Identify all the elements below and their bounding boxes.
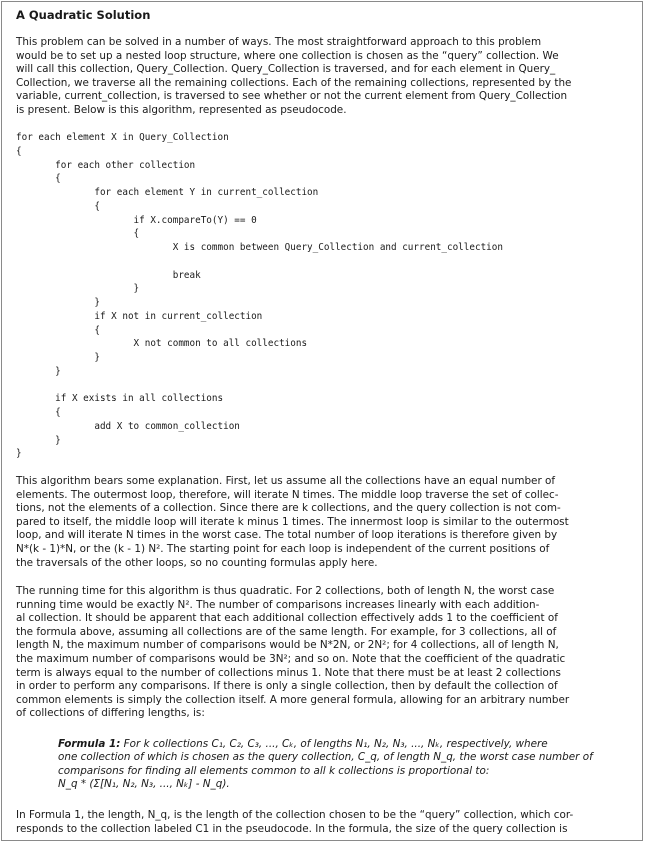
code-line: { [16, 200, 100, 212]
intro-line: This problem can be solved in a number of ways. The most straightforward approach to this problem [16, 36, 542, 48]
formula-line-2: one collection of which is chosen as the query collection, C_q, of length N_q, the worst case number of [58, 751, 593, 764]
running-time-line: running time would be exactly N². The number of comparisons increases linearly with each addition- [16, 598, 540, 611]
conclusion-line: responds to the collection labeled C1 in the pseudocode. In the formula, the size of the query collection is [16, 822, 568, 835]
code-line: } [16, 352, 100, 363]
explanation-line: N*(k - 1)*N, or the (k - 1) N². The starting point for each loop is independent of the current positions of [16, 542, 550, 555]
intro-line: is present. Below is this algorithm, represented as pseudocode. [16, 103, 347, 116]
code-line: } [16, 297, 100, 308]
code-line: { [16, 228, 140, 240]
code-line: break [16, 269, 201, 281]
formula-line-3: comparisons for finding all elements common to all k collections is proportional to: [58, 764, 490, 777]
code-line: X not common to all collections [16, 338, 308, 350]
running-time-line: common elements is simply the collection itself. A more general formula, allowing for an arbitrary number [16, 693, 570, 706]
running-time-line: term is always equal to the number of collections minus 1. Note that there must be at least 2 collections [16, 666, 561, 679]
code-line: if X exists in all collections [16, 393, 224, 405]
code-line: for each element X in Query_Collection [16, 132, 229, 143]
code-line: { [16, 145, 22, 157]
intro-paragraph [16, 36, 632, 118]
intro-line: Collection, we traverse all the remaining collections. Each of the remaining collections, represented by the [16, 76, 572, 89]
formula-line-4: N_q * (Σ[N₁, N₂, N₃, ..., Nₖ] - N_q). [58, 778, 230, 791]
code-line: { [16, 407, 61, 418]
intro-line: will call this collection, Query_Collection. Query_Collection is traversed, and for each element in Query_ [16, 63, 556, 76]
running-time-line: in order to perform any comparisons. If there is only a single collection, then by default the collection of [16, 680, 558, 693]
explanation-line: pared to itself, the middle loop will iterate k minus 1 times. The innermost loop is similar to the outermost [16, 515, 569, 528]
document-page [1, 1, 643, 841]
running-time-line: length N, the maximum number of comparisons would be N*2N, or 2N²; for 4 collections, all of length N, [16, 639, 559, 652]
running-time-paragraph [16, 585, 632, 721]
conclusion-line: In Formula 1, the length, N_q, is the length of the collection chosen to be the “query” collection, which cor- [16, 809, 574, 821]
running-time-line: the formula above, assuming all collections are of the same length. For example, for 3 collections, all of [16, 625, 557, 638]
intro-line: would be to set up a nested loop structure, where one collection is chosen as the “query” collection. We [16, 49, 559, 62]
section-heading: A Quadratic Solution [16, 8, 151, 22]
code-line: } [16, 365, 61, 377]
running-time-line: the maximum number of comparisons would be 3N²; and so on. Note that the coefficient of the quadratic [16, 652, 566, 665]
code-line: { [16, 324, 100, 336]
code-line: } [16, 448, 22, 460]
code-line: } [16, 434, 61, 446]
explanation-line: tions, not the elements of a collection. Since there are k collections, and the query collection is not com- [16, 502, 561, 515]
pseudocode-block [16, 131, 503, 461]
code-line: if X not in current_collection [16, 310, 263, 322]
formula-line-1 [58, 738, 636, 751]
code-line: for each element Y in current_collection [16, 187, 319, 198]
code-line: X is common between Query_Collection and current_collection [16, 242, 503, 253]
formula-text: For k collections C₁, C₂, C₃, ..., Cₖ, of lengths N₁, N₂, N₃, ..., Nₖ, respectively, where [120, 738, 548, 750]
code-line: add X to common_collection [16, 420, 240, 432]
explanation-line: elements. The outermost loop, therefore, will iterate N times. The middle loop traverse the set of collec- [16, 488, 559, 501]
formula-block [58, 738, 636, 792]
explanation-paragraph [16, 475, 632, 570]
running-time-line: of collections of differing lengths, is: [16, 707, 205, 720]
conclusion-paragraph [16, 809, 632, 836]
running-time-line: al collection. It should be apparent that each additional collection effectively adds 1 to the coefficient of [16, 612, 558, 625]
code-line: { [16, 173, 61, 185]
intro-line: variable, current_collection, is traversed to see whether or not the current element from Query_Collection [16, 90, 568, 103]
running-time-line: The running time for this algorithm is thus quadratic. For 2 collections, both of length N, the worst case [16, 585, 555, 597]
explanation-line: loop, and will iterate N times in the worst case. The total number of loop iterations is therefore given by [16, 529, 558, 542]
formula-label: Formula 1: [58, 738, 121, 750]
code-line: if X.compareTo(Y) == 0 [16, 214, 257, 226]
code-line: for each other collection [16, 159, 196, 171]
explanation-line: the traversals of the other loops, so no counting formulas apply here. [16, 556, 378, 569]
code-line: } [16, 283, 140, 295]
explanation-line: This algorithm bears some explanation. First, let us assume all the collections have an equal number of [16, 475, 556, 487]
